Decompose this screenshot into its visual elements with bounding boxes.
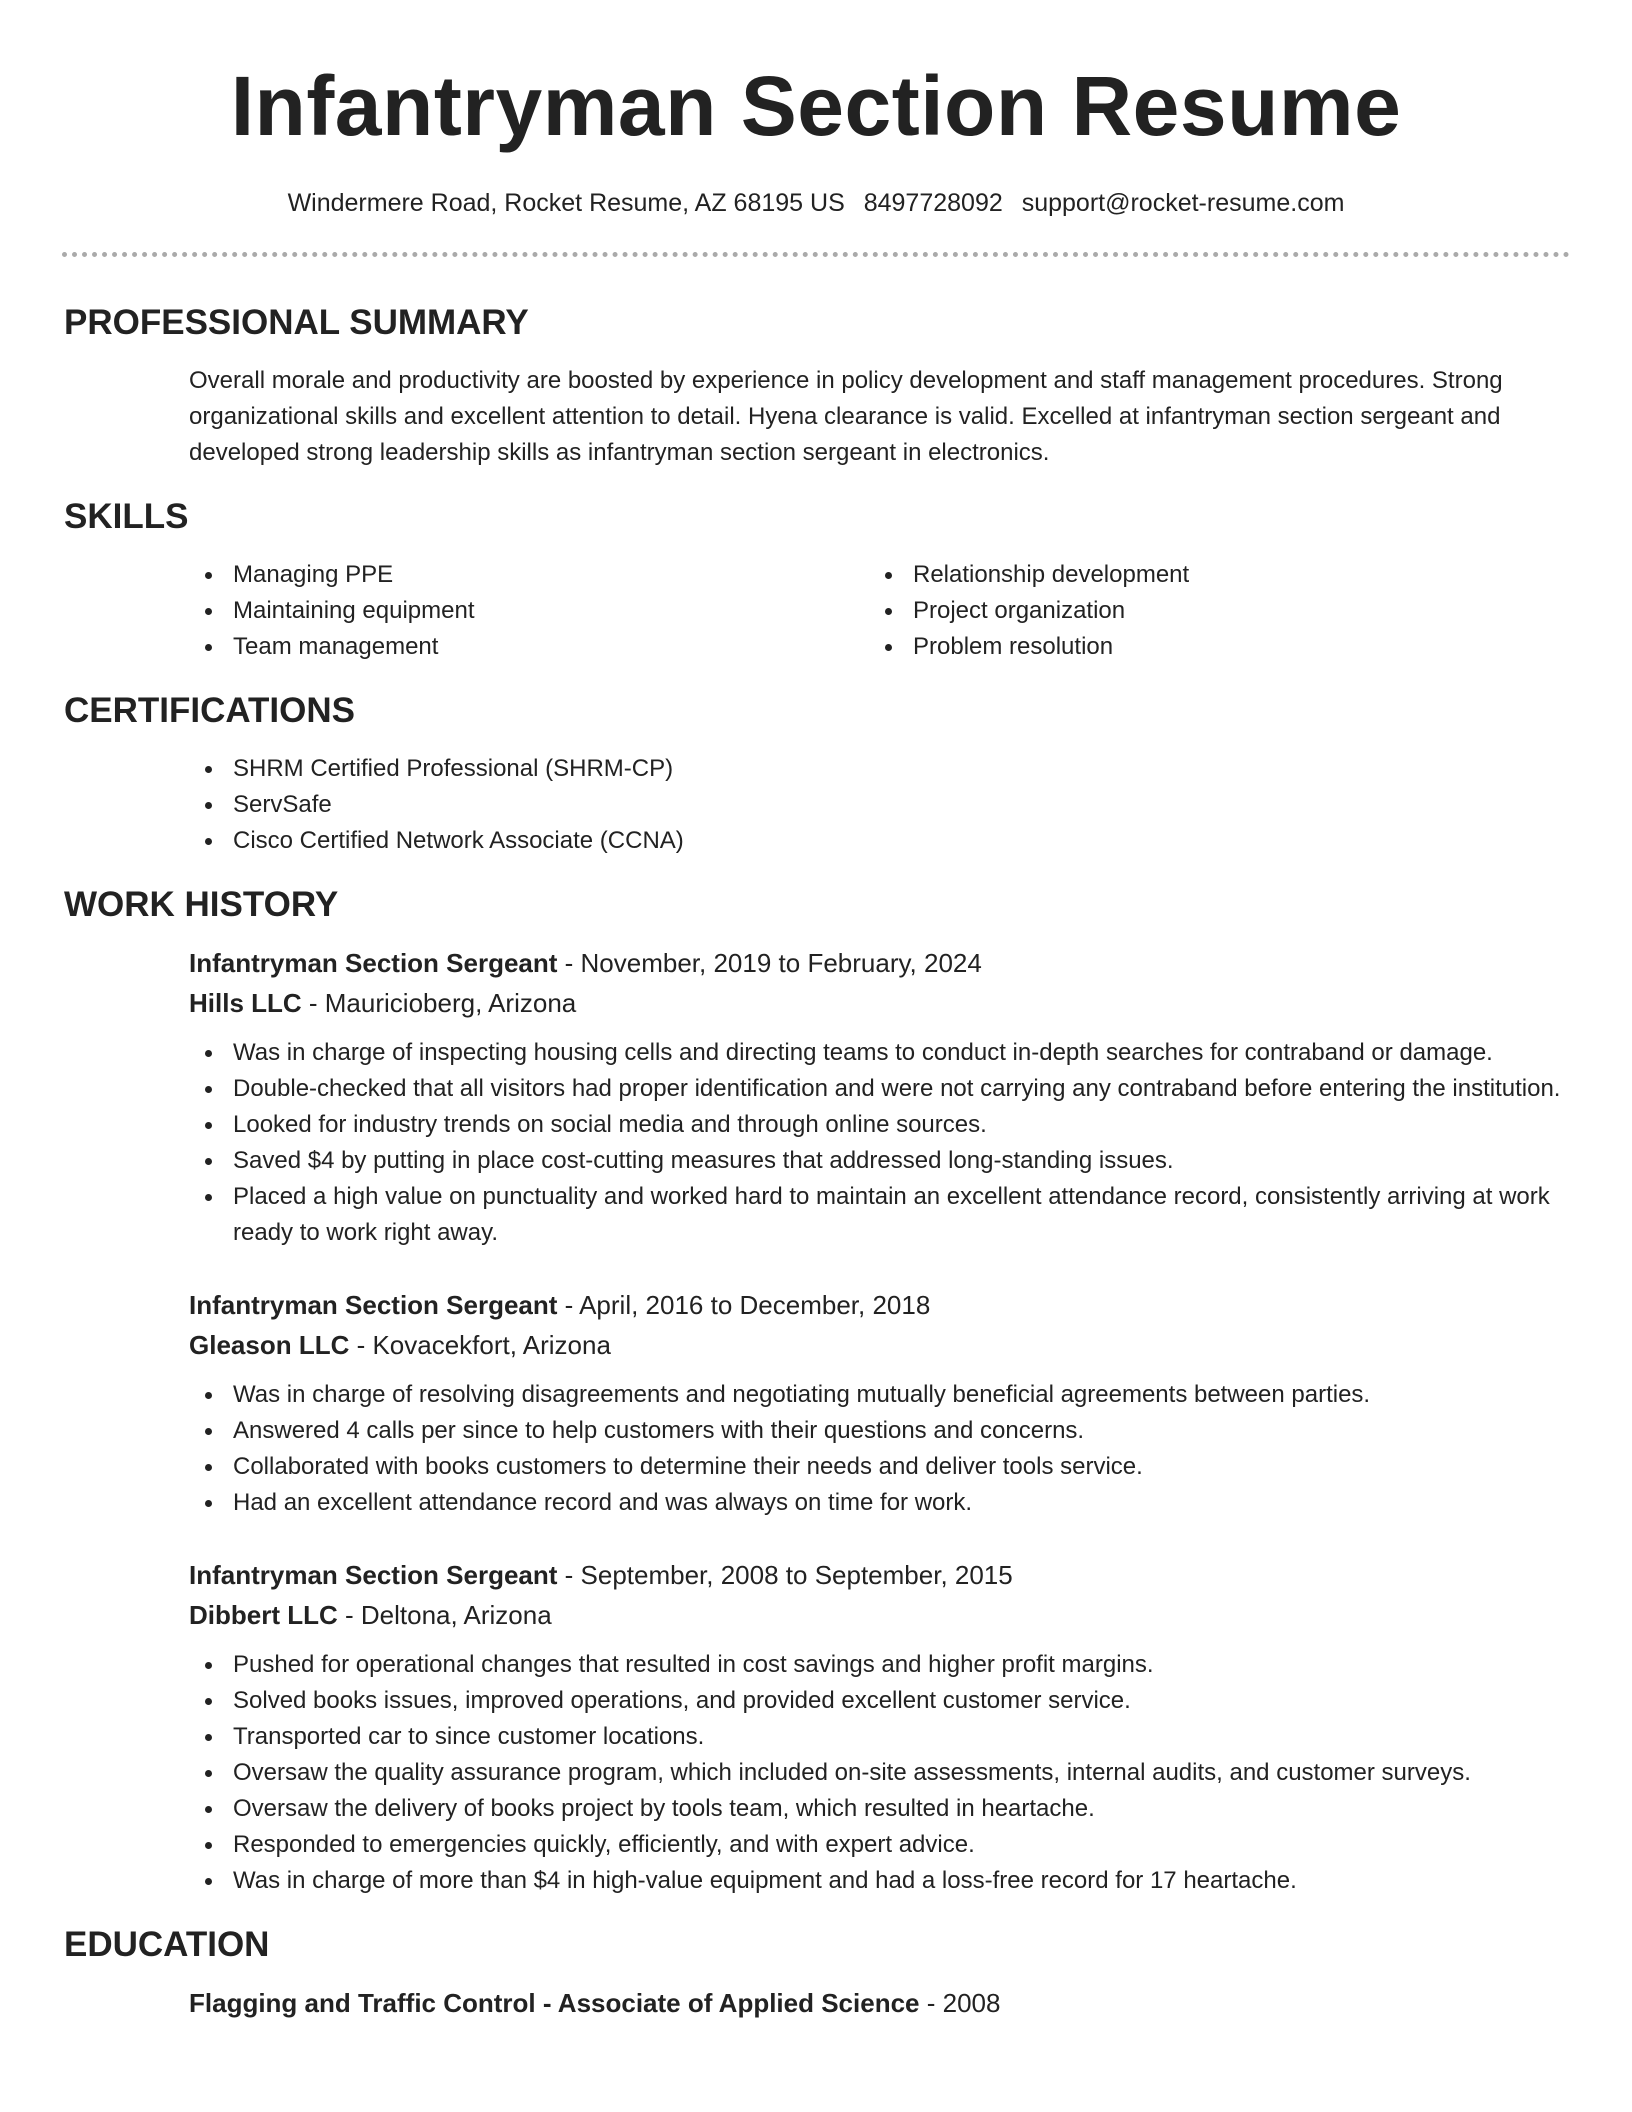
job-entry <box>189 945 1570 1251</box>
phone: 8497728092 <box>863 189 1003 217</box>
job-location: - Deltona, Arizona <box>337 1600 552 1630</box>
job-dates: - April, 2016 to December, 2018 <box>557 1290 931 1320</box>
list-item: Was in charge of inspecting housing cells and directing teams to conduct in-depth searches for contraband or damage. <box>189 1035 1570 1071</box>
job-bullets <box>189 1647 1570 1899</box>
job-title-line <box>189 1287 1570 1323</box>
job-dates: - November, 2019 to February, 2024 <box>557 948 982 978</box>
skills-left-list <box>189 557 869 665</box>
job-company-line <box>189 1327 1570 1363</box>
list-item: Was in charge of more than $4 in high-value equipment and had a loss-free record for 17 heartache. <box>189 1863 1570 1899</box>
list-item: Cisco Certified Network Associate (CCNA) <box>189 823 1570 859</box>
list-item: Project organization <box>869 593 1549 629</box>
education-entry <box>189 1985 1570 2021</box>
job-bullets <box>189 1035 1570 1251</box>
education-year: - 2008 <box>919 1988 1001 2018</box>
list-item: Double-checked that all visitors had proper identification and were not carrying any contraband before entering the institution. <box>189 1071 1570 1107</box>
skills-section <box>0 497 1632 665</box>
job-entry <box>189 1287 1570 1521</box>
job-role: Infantryman Section Sergeant <box>189 1560 558 1590</box>
list-item: Pushed for operational changes that resulted in cost savings and higher profit margins. <box>189 1647 1570 1683</box>
job-dates: - September, 2008 to September, 2015 <box>557 1560 1013 1590</box>
list-item: Looked for industry trends on social media and through online sources. <box>189 1107 1570 1143</box>
list-item: Placed a high value on punctuality and worked hard to maintain an excellent attendance record, consistently arriving at work ready to work right away. <box>189 1179 1570 1251</box>
job-role: Infantryman Section Sergeant <box>189 1290 558 1320</box>
skills-right-list <box>869 557 1549 665</box>
certifications-section <box>0 691 1632 859</box>
summary-heading: PROFESSIONAL SUMMARY <box>64 303 529 342</box>
education-section <box>0 1925 1632 2021</box>
skills-heading: SKILLS <box>64 497 189 536</box>
job-company-line <box>189 1597 1570 1633</box>
list-item: Collaborated with books customers to determine their needs and deliver tools service. <box>189 1449 1570 1485</box>
contact-line <box>0 188 1632 218</box>
certifications-heading: CERTIFICATIONS <box>64 691 356 730</box>
job-company-line <box>189 985 1570 1021</box>
list-item: Oversaw the quality assurance program, which included on-site assessments, internal audits, and customer surveys. <box>189 1755 1570 1791</box>
list-item: Solved books issues, improved operations, and provided excellent customer service. <box>189 1683 1570 1719</box>
header-divider <box>62 252 1570 257</box>
job-company: Gleason LLC <box>189 1330 350 1360</box>
list-item: Saved $4 by putting in place cost-cutting measures that addressed long-standing issues. <box>189 1143 1570 1179</box>
list-item: Responded to emergencies quickly, efficiently, and with expert advice. <box>189 1827 1570 1863</box>
address: Windermere Road, Rocket Resume, AZ 68195 US <box>287 189 845 217</box>
work-history-section <box>0 885 1632 1899</box>
list-item: Managing PPE <box>189 557 869 593</box>
list-item: Problem resolution <box>869 629 1549 665</box>
job-entry <box>189 1557 1570 1899</box>
list-item: SHRM Certified Professional (SHRM-CP) <box>189 751 1570 787</box>
email: support@rocket-resume.com <box>1021 189 1345 217</box>
certifications-list-wrap <box>189 751 1570 859</box>
summary-text: Overall morale and productivity are boosted by experience in policy development and staff management procedures. Strong organizational skills and excellent attention to detail. Hyena clearance is valid. Excelled at infantryman section sergeant and developed strong leadership skills as infantryman section sergeant in electronics. <box>189 367 1503 466</box>
list-item: Maintaining equipment <box>189 593 869 629</box>
education-degree: Flagging and Traffic Control - Associate of Applied Science <box>189 1988 920 2018</box>
job-location: - Mauricioberg, Arizona <box>301 988 577 1018</box>
job-role: Infantryman Section Sergeant <box>189 948 558 978</box>
work-history-heading: WORK HISTORY <box>64 885 339 924</box>
list-item: Was in charge of resolving disagreements and negotiating mutually beneficial agreements between parties. <box>189 1377 1570 1413</box>
job-bullets <box>189 1377 1570 1521</box>
summary-section <box>0 303 1632 471</box>
job-title-line <box>189 1557 1570 1593</box>
job-company: Dibbert LLC <box>189 1600 338 1630</box>
list-item: Oversaw the delivery of books project by tools team, which resulted in heartache. <box>189 1791 1570 1827</box>
list-item: ServSafe <box>189 787 1570 823</box>
skills-columns <box>189 557 1570 665</box>
list-item: Answered 4 calls per since to help customers with their questions and concerns. <box>189 1413 1570 1449</box>
job-company: Hills LLC <box>189 988 302 1018</box>
job-title-line <box>189 945 1570 981</box>
resume-title: Infantryman Section Resume <box>230 59 1402 153</box>
list-item: Had an excellent attendance record and was always on time for work. <box>189 1485 1570 1521</box>
list-item: Team management <box>189 629 869 665</box>
list-item: Relationship development <box>869 557 1549 593</box>
job-location: - Kovacekfort, Arizona <box>349 1330 611 1360</box>
education-heading: EDUCATION <box>64 1925 270 1964</box>
certifications-list <box>189 751 1570 859</box>
list-item: Transported car to since customer locations. <box>189 1719 1570 1755</box>
